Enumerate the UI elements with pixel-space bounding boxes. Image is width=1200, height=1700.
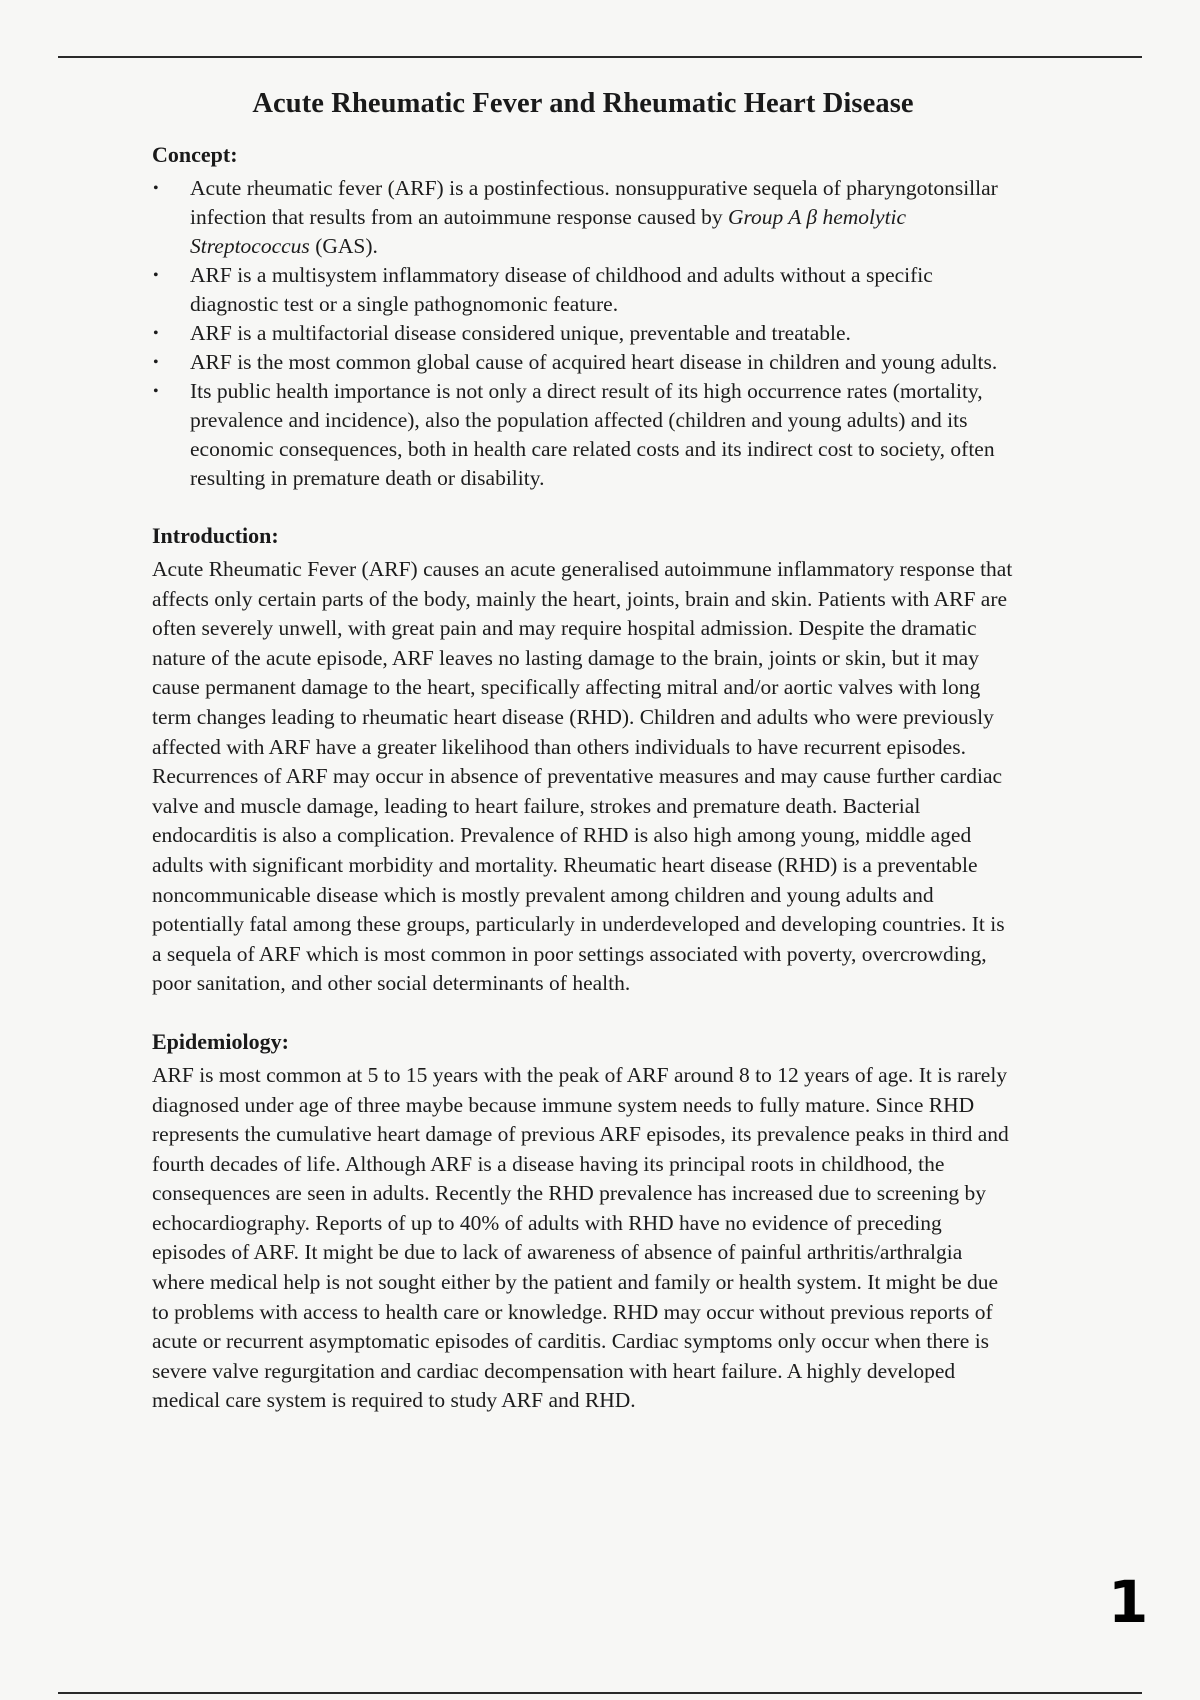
introduction-paragraph: Acute Rheumatic Fever (ARF) causes an acute generalised autoimmune inflammatory response that affects only certain parts of the body, mainly the heart, joints, brain and skin. Patients with ARF are often severely unwell, with great pain and may require hospital admission. Despite the dramatic nature of the acute episode, ARF leaves no lasting damage to the brain, joints or skin, but it may cause permanent damage to the heart, specifically affecting mitral and/or aortic valves with long term changes leading to rheumatic heart disease (RHD). Children and adults who were previously affected with ARF have a greater likelihood than others individuals to have recurrent episodes. Recurrences of ARF may occur in absence of preventative measures and may cause further cardiac valve and muscle damage, leading to heart failure, strokes and premature death. Bacterial endocarditis is also a complication. Prevalence of RHD is also high among young, middle aged adults with significant morbidity and mortality. Rheumatic heart disease (RHD) is a preventable noncommunicable disease which is mostly prevalent among children and young adults and potentially fatal among these groups, particularly in underdeveloped and developing countries. It is a sequela of ARF which is most common in poor settings associated with poverty, overcrowding, poor sanitation, and other social determinants of health. bbox=[152, 557, 1013, 996]
document-title: Acute Rheumatic Fever and Rheumatic Heart Disease bbox=[252, 88, 914, 119]
bullet-item bbox=[152, 319, 1014, 348]
concept-section bbox=[152, 142, 1014, 493]
document-content bbox=[152, 88, 1014, 1446]
page-number: 1 bbox=[1108, 1568, 1149, 1636]
bullet-marker: • bbox=[153, 325, 159, 342]
bullet-text: Its public health importance is not only a direct result of its high occurrence rates (mortality, prevalence and incidence), also the population affected (children and young adults) and its economic consequences, both in health care related costs and its indirect cost to society, often resulting in premature death or disability. bbox=[190, 379, 995, 490]
introduction-heading: Introduction: bbox=[152, 523, 279, 548]
bullet-item bbox=[152, 377, 1014, 493]
bullet-item bbox=[152, 261, 1014, 319]
bullet-item bbox=[152, 174, 1014, 261]
epidemiology-heading: Epidemiology: bbox=[152, 1028, 289, 1054]
bullet-text: ARF is the most common global cause of acquired heart disease in children and young adults. bbox=[190, 350, 998, 374]
bullet-marker: • bbox=[153, 180, 159, 197]
bullet-marker: • bbox=[153, 267, 159, 284]
bottom-rule bbox=[58, 1692, 1142, 1694]
bullet-text: ARF is a multisystem inflammatory disease of childhood and adults without a specific diagnostic test or a single pathognomonic feature. bbox=[190, 263, 933, 316]
introduction-section bbox=[152, 523, 1014, 999]
bullet-italic-organism: Group A β hemolytic Streptococcus bbox=[190, 205, 907, 258]
bullet-text: ARF is a multifactorial disease considered unique, preventable and treatable. bbox=[190, 321, 851, 345]
bullet-text: Acute rheumatic fever (ARF) is a postinfectious. nonsuppurative sequela of pharyngotonsillar infection that results from an autoimmune response caused by bbox=[190, 176, 998, 229]
bullet-marker: • bbox=[153, 383, 159, 400]
bullet-item bbox=[152, 348, 1014, 377]
concept-heading: Concept: bbox=[152, 142, 238, 167]
bullet-marker: • bbox=[153, 354, 159, 371]
concept-bullet-list bbox=[152, 174, 1014, 493]
epidemiology-section bbox=[152, 1029, 1014, 1416]
top-rule bbox=[58, 56, 1142, 58]
epidemiology-paragraph: ARF is most common at 5 to 15 years with the peak of ARF around 8 to 12 years of age. It is rarely diagnosed under age of three maybe because immune system needs to fully mature. Since RHD represents the cumulative heart damage of previous ARF episodes, its prevalence peaks in third and fourth decades of life. Although ARF is a disease having its principal roots in childhood, the consequences are seen in adults. Recently the RHD prevalence has increased due to screening by echocardiography. Reports of up to 40% of adults with RHD have no evidence of preceding episodes of ARF. It might be due to lack of awareness of absence of painful arthritis/arthralgia where medical help is not sought either by the patient and family or health system. It might be due to problems with access to health care or knowledge. RHD may occur without previous reports of acute or recurrent asymptomatic episodes of carditis. Cardiac symptoms only occur when there is severe valve regurgitation and cardiac decompensation with heart failure. A highly developed medical care system is required to study ARF and RHD. bbox=[152, 1062, 1009, 1413]
bullet-text-end: (GAS). bbox=[309, 234, 378, 258]
